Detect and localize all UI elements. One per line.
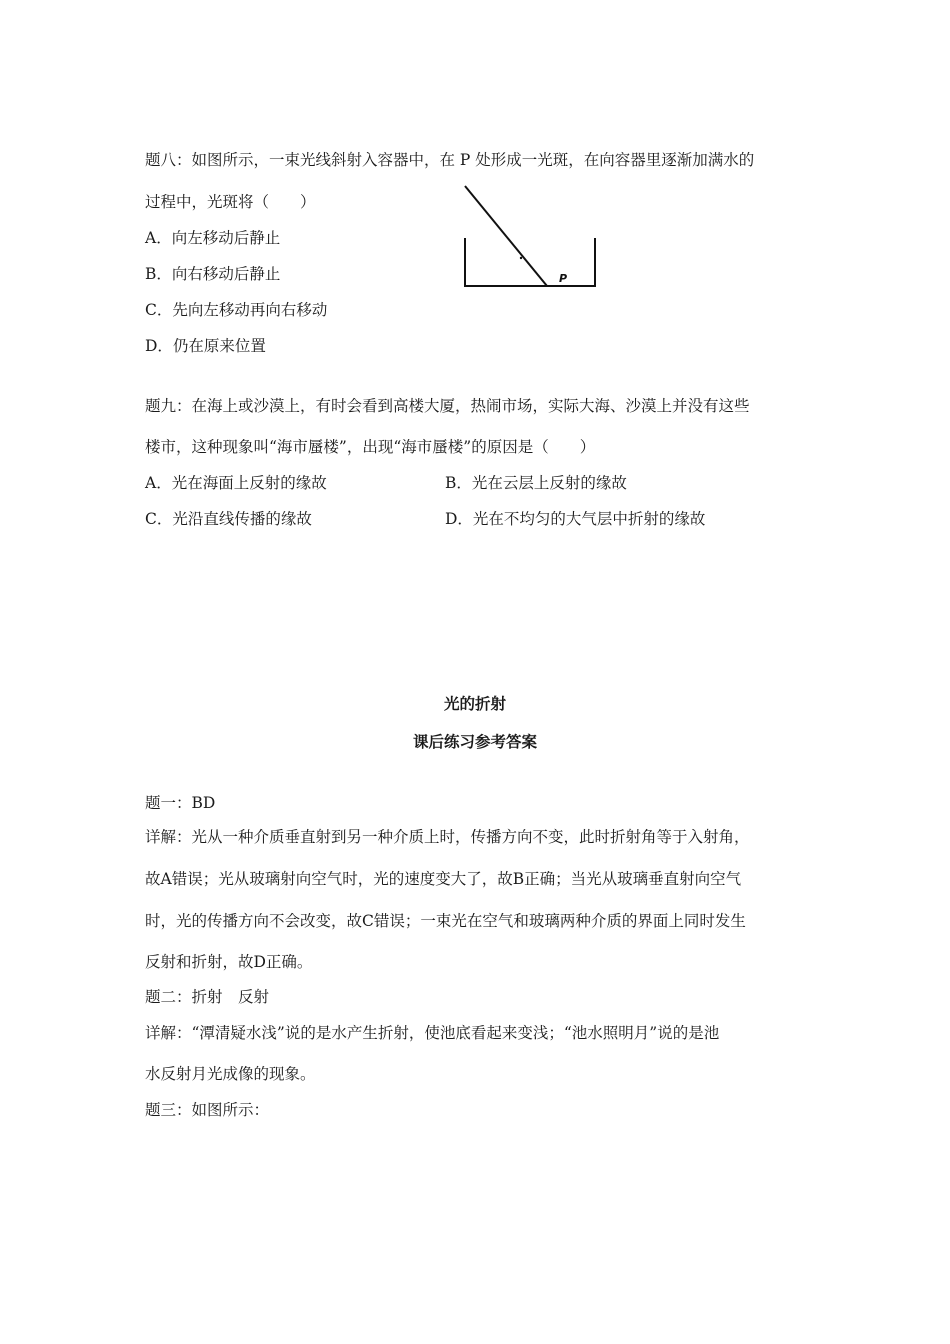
q9-stem-line2: 楼市，这种现象叫“海市蜃楼”，出现“海市蜃楼”的原因是（ ） xyxy=(145,438,596,456)
answers-title: 光的折射 xyxy=(443,695,506,713)
q8-stem-line2: 过程中，光斑将（ ） xyxy=(145,193,316,211)
answer-1-detail-line4: 反射和折射，故D正确。 xyxy=(145,953,313,971)
q9-option-b: B．光在云层上反射的缘故 xyxy=(445,474,627,492)
q8-stem-line1: 题八：如图所示，一束光线斜射入容器中，在 P 处形成一光斑，在向容器里逐渐加满水的 xyxy=(145,151,755,169)
q8-option-b: B．向右移动后静止 xyxy=(145,265,281,283)
q8-option-a: A．向左移动后静止 xyxy=(145,229,281,247)
point-p-label: P xyxy=(559,272,568,285)
answer-1-label: 题一：BD xyxy=(145,794,216,812)
q8-option-c: C．先向左移动再向右移动 xyxy=(145,301,328,319)
q9-stem-line1: 题九：在海上或沙漠上，有时会看到高楼大厦，热闹市场，实际大海、沙漠上并没有这些 xyxy=(145,397,750,415)
answers-subtitle: 课后练习参考答案 xyxy=(412,733,537,751)
answer-2-detail-line2: 水反射月光成像的现象。 xyxy=(145,1065,316,1083)
answer-1-detail-line2: 故A错误；光从玻璃射向空气时，光的速度变大了，故B正确；当光从玻璃垂直射向空气 xyxy=(145,870,742,888)
answer-3-label: 题三：如图所示： xyxy=(145,1101,270,1119)
answer-2-label: 题二：折射 反射 xyxy=(145,988,270,1006)
q9-option-a: A．光在海面上反射的缘故 xyxy=(145,474,327,492)
q8-option-d: D．仍在原来位置 xyxy=(145,337,266,355)
light-ray xyxy=(465,186,547,286)
answer-2-detail-line1: 详解：“潭清疑水浅”说的是水产生折射，使池底看起来变浅；“池水照明月”说的是池 xyxy=(145,1024,720,1042)
q9-option-c: C．光沿直线传播的缘故 xyxy=(145,510,312,528)
q8-container-figure xyxy=(455,180,605,292)
answer-1-detail-line3: 时，光的传播方向不会改变，故C错误；一束光在空气和玻璃两种介质的界面上同时发生 xyxy=(145,912,746,930)
ray-mark xyxy=(520,257,522,259)
answer-1-detail-line1: 详解：光从一种介质垂直射到另一种介质上时，传播方向不变，此时折射角等于入射角， xyxy=(145,828,750,846)
q9-option-d: D．光在不均匀的大气层中折射的缘故 xyxy=(445,510,706,528)
container-outline xyxy=(465,238,595,286)
